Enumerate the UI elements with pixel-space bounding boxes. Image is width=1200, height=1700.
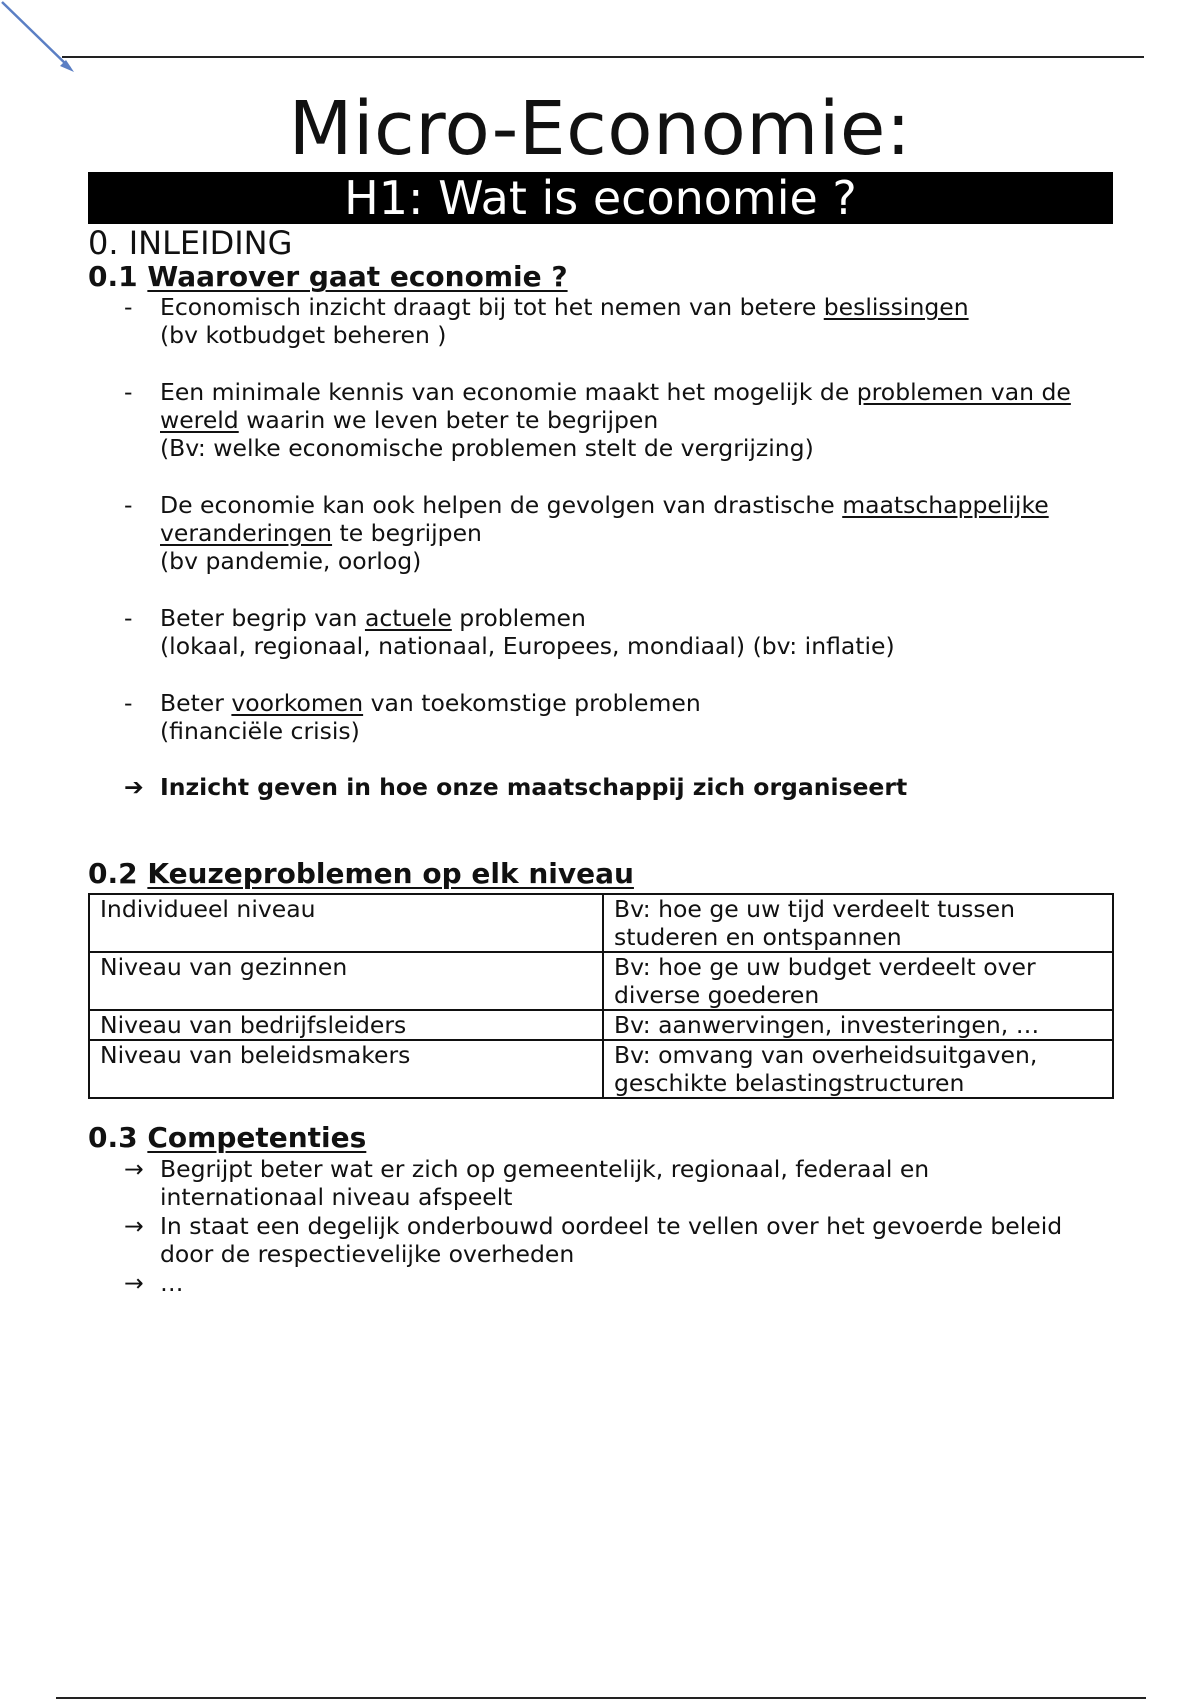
list-item: - Een minimale kennis van economie maakt het mogelijk de problemen van de wereld waarin we leven beter te begrijpen (Bv: welke economische problemen stelt de vergrijzing)	[124, 378, 1071, 462]
list-item: - Economisch inzicht draagt bij tot het nemen van betere beslissingen (bv kotbudget beheren )	[124, 293, 969, 349]
example-cell: Bv: hoe ge uw tijd verdeelt tussen studeren en ontspannen	[603, 894, 1113, 952]
list-item: - De economie kan ook helpen de gevolgen van drastische maatschappelijke veranderingen te begrijpen (bv pandemie, oorlog)	[124, 491, 1049, 575]
table-row	[89, 894, 1113, 952]
section-title: Competenties	[147, 1121, 367, 1154]
example-cell: Bv: omvang van overheidsuitgaven, geschikte belastingstructuren	[603, 1040, 1113, 1098]
underlined-term: maatschappelijke	[842, 491, 1049, 519]
bullet-dash: -	[124, 293, 133, 321]
level-cell: Niveau van beleidsmakers	[89, 1040, 603, 1098]
section-heading-0-3	[88, 1121, 366, 1155]
list-item: → In staat een degelijk onderbouwd oordeel te vellen over het gevoerde beleid door de respectievelijke overheden	[124, 1212, 1063, 1268]
arrow-bullet-icon: →	[124, 1155, 144, 1183]
level-cell: Niveau van gezinnen	[89, 952, 603, 1010]
right-arrow-icon: ➔	[124, 773, 144, 801]
section-number: 0.2	[88, 857, 138, 890]
list-item: - Beter voorkomen van toekomstige problemen (financiële crisis)	[124, 689, 701, 745]
section-heading-0-2	[88, 857, 634, 891]
intro-heading: 0. INLEIDING	[88, 224, 293, 262]
list-item: → Begrijpt beter wat er zich op gemeentelijk, regionaal, federaal en internationaal niveau afspeelt	[124, 1155, 930, 1211]
bullet-dash: -	[124, 689, 133, 717]
bullet-dash: -	[124, 378, 133, 406]
bullet-dash: -	[124, 491, 133, 519]
corner-arrow-icon	[0, 0, 90, 90]
conclusion-text: Inzicht geven in hoe onze maatschappij zich organiseert	[160, 773, 908, 801]
arrow-bullet-icon: →	[124, 1269, 144, 1297]
header-rule	[62, 56, 1144, 58]
table-row	[89, 1010, 1113, 1040]
conclusion	[124, 773, 907, 801]
section-title: Waarover gaat economie ?	[147, 260, 568, 293]
list-item: - Beter begrip van actuele problemen (lokaal, regionaal, nationaal, Europees, mondiaal) (bv: inflatie)	[124, 604, 895, 660]
choice-levels-table	[88, 893, 1114, 1099]
section-title: Keuzeproblemen op elk niveau	[147, 857, 634, 890]
document-title: Micro-Economie:	[288, 86, 912, 172]
level-cell: Individueel niveau	[89, 894, 603, 952]
section-heading-0-1	[88, 260, 568, 294]
section-number: 0.3	[88, 1121, 138, 1154]
underlined-term: problemen van de	[856, 378, 1071, 406]
chapter-title-bar: H1: Wat is economie ?	[88, 172, 1113, 224]
example-cell: Bv: hoe ge uw budget verdeelt over diverse goederen	[603, 952, 1113, 1010]
underlined-term: actuele	[364, 604, 452, 632]
example-cell: Bv: aanwervingen, investeringen, …	[603, 1010, 1113, 1040]
underlined-term: wereld	[160, 406, 239, 434]
underlined-term: beslissingen	[823, 293, 969, 321]
level-cell: Niveau van bedrijfsleiders	[89, 1010, 603, 1040]
underlined-term: veranderingen	[160, 519, 333, 547]
list-item: → …	[124, 1269, 184, 1297]
table-row	[89, 1040, 1113, 1098]
bullet-dash: -	[124, 604, 133, 632]
table-row	[89, 952, 1113, 1010]
footer-rule	[56, 1697, 1146, 1699]
section-number: 0.1	[88, 260, 138, 293]
arrow-bullet-icon: →	[124, 1212, 144, 1240]
underlined-term: voorkomen	[231, 689, 364, 717]
